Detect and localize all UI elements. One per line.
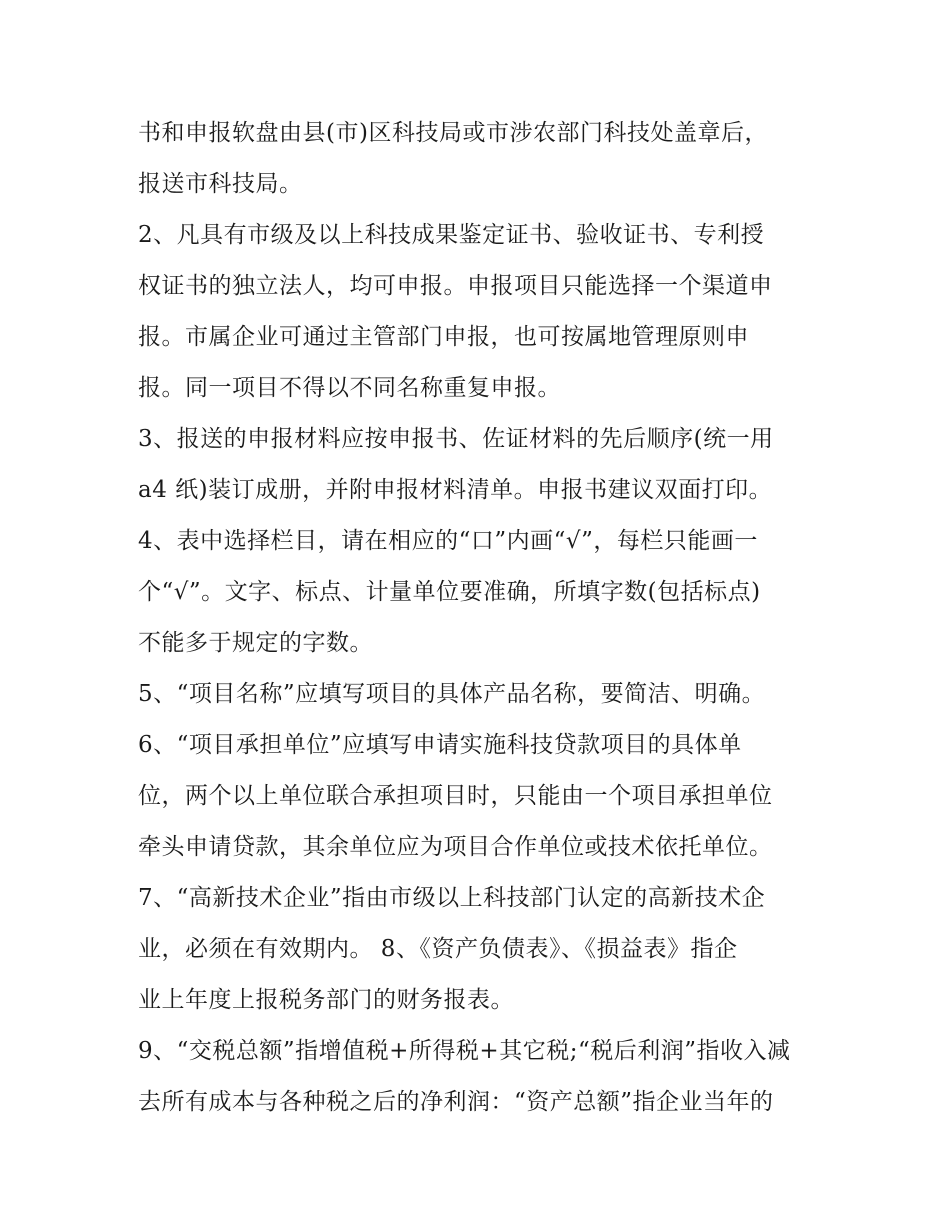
text-line: 个“√”。文字、标点、计量单位要准确，所填字数(包括标点)	[138, 579, 761, 605]
text-line: 6、“项目承担单位”应填写申请实施科技贷款项目的具体单	[138, 732, 742, 758]
text-line: 业上年度上报税务部门的财务报表。	[138, 987, 514, 1013]
text-line: 书和申报软盘由县(市)区科技局或市涉农部门科技处盖章后，	[138, 120, 768, 146]
text-line: 7、“高新技术企业”指由市级以上科技部门认定的高新技术企	[138, 885, 766, 911]
text-line: 报送市科技局。	[138, 171, 303, 197]
text-line: 牵头申请贷款，其余单位应为项目合作单位或技术依托单位。	[138, 834, 773, 860]
text-line: 9、“交税总额”指增值税+所得税+其它税;“税后利润”指收入减	[138, 1038, 791, 1064]
text-line: 报。同一项目不得以不同名称重复申报。	[138, 375, 561, 401]
text-line: 不能多于规定的字数。	[138, 630, 373, 656]
text-line: 去所有成本与各种税之后的净利润：“资产总额”指企业当年的	[138, 1089, 774, 1115]
document-body	[138, 108, 828, 1128]
text-line: 3、报送的申报材料应按申报书、佐证材料的先后顺序(统一用	[138, 426, 774, 452]
text-line: 业，必须在有效期内。 8、《资产负债表》、《损益表》指企	[138, 936, 738, 962]
text-line: 2、凡具有市级及以上科技成果鉴定证书、验收证书、专利授	[138, 222, 765, 248]
text-line: 5、“项目名称”应填写项目的具体产品名称，要简洁、明确。	[138, 681, 766, 707]
text-line: 权证书的独立法人，均可申报。申报项目只能选择一个渠道申	[138, 273, 773, 299]
text-line: 4、表中选择栏目，请在相应的“口”内画“√”，每栏只能画一	[138, 528, 758, 554]
text-line: 位，两个以上单位联合承担项目时，只能由一个项目承担单位	[138, 783, 773, 809]
text-line: 报。市属企业可通过主管部门申报，也可按属地管理原则申	[138, 324, 749, 350]
text-line: a4 纸)装订成册，并附申报材料清单。申报书建议双面打印。	[138, 477, 773, 503]
